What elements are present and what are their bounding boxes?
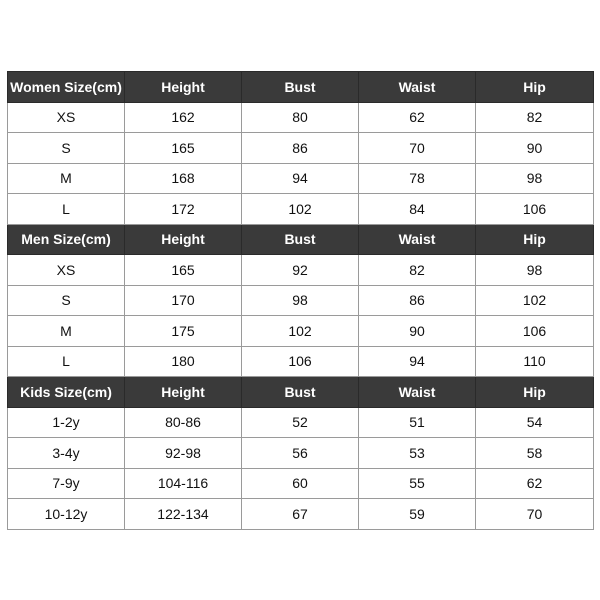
table-row — [8, 316, 594, 347]
table-cell: 10-12y — [8, 499, 125, 530]
header-cell: Height — [125, 72, 242, 103]
table-cell: 170 — [125, 285, 242, 316]
table-cell: 98 — [476, 255, 594, 286]
table-cell: 90 — [359, 316, 476, 347]
table-row — [8, 468, 594, 499]
table-cell: XS — [8, 255, 125, 286]
table-cell: 67 — [242, 499, 359, 530]
table-cell: 102 — [242, 194, 359, 225]
table-cell: 106 — [476, 194, 594, 225]
table-cell: 55 — [359, 468, 476, 499]
table-cell: 106 — [476, 316, 594, 347]
table-cell: 86 — [242, 133, 359, 164]
table-cell: 162 — [125, 102, 242, 133]
table-row — [8, 133, 594, 164]
table-cell: 62 — [359, 102, 476, 133]
header-cell: Bust — [242, 377, 359, 408]
table-cell: 78 — [359, 163, 476, 194]
table-cell: S — [8, 285, 125, 316]
table-cell: 102 — [476, 285, 594, 316]
table-cell: 84 — [359, 194, 476, 225]
table-cell: 165 — [125, 133, 242, 164]
men-header-row — [8, 224, 594, 255]
table-cell: 82 — [476, 102, 594, 133]
table-cell: 122-134 — [125, 499, 242, 530]
header-cell: Waist — [359, 224, 476, 255]
table-cell: 104-116 — [125, 468, 242, 499]
table-cell: 56 — [242, 438, 359, 469]
table-cell: 70 — [359, 133, 476, 164]
table-row — [8, 499, 594, 530]
table-cell: 80-86 — [125, 407, 242, 438]
header-cell: Bust — [242, 72, 359, 103]
table-cell: 58 — [476, 438, 594, 469]
table-cell: 59 — [359, 499, 476, 530]
table-cell: 54 — [476, 407, 594, 438]
header-cell: Height — [125, 377, 242, 408]
table-cell: 98 — [476, 163, 594, 194]
table-cell: 94 — [242, 163, 359, 194]
table-cell: 165 — [125, 255, 242, 286]
header-cell: Men Size(cm) — [8, 224, 125, 255]
table-row — [8, 438, 594, 469]
table-cell: 62 — [476, 468, 594, 499]
header-cell: Hip — [476, 72, 594, 103]
header-cell: Kids Size(cm) — [8, 377, 125, 408]
table-cell: 98 — [242, 285, 359, 316]
table-cell: 1-2y — [8, 407, 125, 438]
table-cell: 7-9y — [8, 468, 125, 499]
table-cell: 180 — [125, 346, 242, 377]
header-cell: Waist — [359, 72, 476, 103]
header-cell: Bust — [242, 224, 359, 255]
table-cell: XS — [8, 102, 125, 133]
table-cell: S — [8, 133, 125, 164]
table-cell: 80 — [242, 102, 359, 133]
table-cell: 102 — [242, 316, 359, 347]
table-cell: 172 — [125, 194, 242, 225]
table-cell: 94 — [359, 346, 476, 377]
table-cell: 168 — [125, 163, 242, 194]
table-cell: L — [8, 346, 125, 377]
table-cell: 175 — [125, 316, 242, 347]
table-cell: 86 — [359, 285, 476, 316]
table-row — [8, 194, 594, 225]
table-row — [8, 102, 594, 133]
table-row — [8, 407, 594, 438]
table-cell: 92 — [242, 255, 359, 286]
kids-header-row — [8, 377, 594, 408]
table-row — [8, 346, 594, 377]
table-cell: 60 — [242, 468, 359, 499]
table-cell: 106 — [242, 346, 359, 377]
women-header-row — [8, 72, 594, 103]
header-cell: Hip — [476, 377, 594, 408]
table-cell: 70 — [476, 499, 594, 530]
table-row — [8, 255, 594, 286]
table-row — [8, 285, 594, 316]
header-cell: Hip — [476, 224, 594, 255]
table-cell: 92-98 — [125, 438, 242, 469]
table-cell: 90 — [476, 133, 594, 164]
table-cell: 51 — [359, 407, 476, 438]
table-cell: 52 — [242, 407, 359, 438]
table-cell: L — [8, 194, 125, 225]
table-cell: 110 — [476, 346, 594, 377]
size-chart-table — [7, 71, 594, 530]
header-cell: Women Size(cm) — [8, 72, 125, 103]
table-cell: 3-4y — [8, 438, 125, 469]
table-cell: 53 — [359, 438, 476, 469]
header-cell: Height — [125, 224, 242, 255]
table-cell: 82 — [359, 255, 476, 286]
table-cell: M — [8, 163, 125, 194]
table-cell: M — [8, 316, 125, 347]
header-cell: Waist — [359, 377, 476, 408]
table-row — [8, 163, 594, 194]
